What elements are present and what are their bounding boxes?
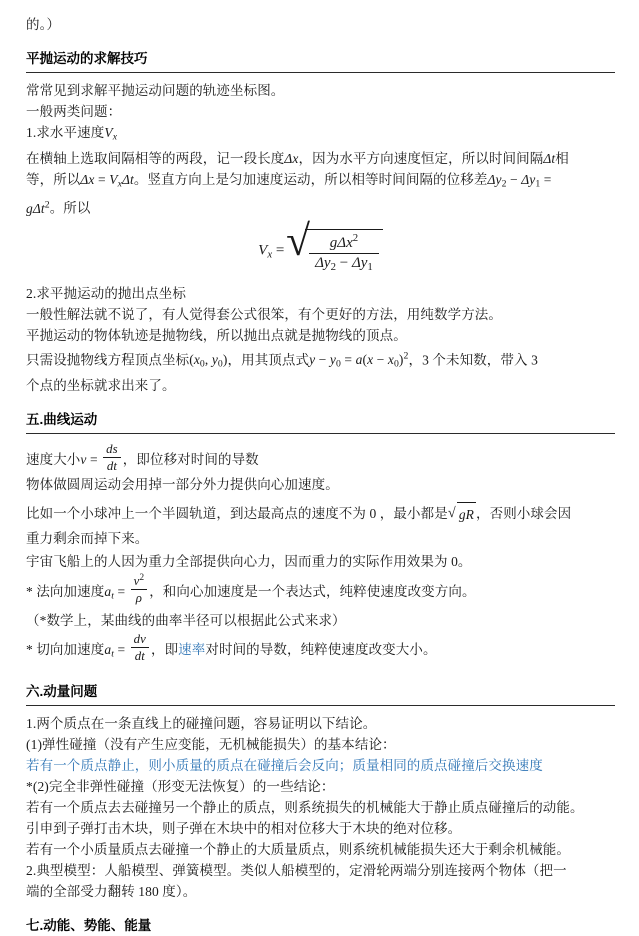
fraction-numerator: ds	[103, 441, 121, 458]
text-run-highlighted: 若有一个质点静止，则小质量的质点在碰撞后会反向；质量相同的质点碰撞后交换速度	[26, 757, 543, 773]
paragraph-line-highlighted	[26, 755, 615, 776]
fraction	[131, 631, 149, 664]
text-run: 一般性解法就不说了，有人觉得套公式很笨，有个更好的方法，用纯数学方法。	[26, 306, 502, 322]
heading-divider	[26, 433, 615, 434]
heading-divider	[26, 72, 615, 73]
math-v-ds-dt: v = $\frac{ds}{dt}$	[80, 452, 122, 467]
text-run: 物体做圆周运动会用掉一部分外力提供向心加速度。	[26, 476, 339, 492]
math-g-dt2: gΔt$^2$	[26, 199, 50, 216]
paragraph-line	[26, 713, 615, 734]
heading-divider	[26, 705, 615, 706]
section-heading-momentum	[26, 681, 615, 702]
paragraph-line	[26, 325, 615, 346]
text-run: 只需设抛物线方程顶点坐标	[26, 352, 190, 368]
heading-text: 五.曲线运动	[26, 411, 98, 427]
text-run: 若有一个小质量质点去碰撞一个静止的大质量质点，则系统机械能损失还大于剩余机械能。	[26, 841, 570, 857]
math-vx: $V_x$	[104, 125, 118, 143]
text-run: 一般两类问题：	[26, 104, 122, 119]
text-run: 相	[555, 150, 569, 166]
heading-text: 七.动能、势能、能量	[26, 917, 152, 933]
text-run: 在横轴上选取间隔相等的两段，记一段长度	[26, 150, 285, 166]
section-heading-energy	[26, 915, 615, 936]
text-run: 1.两个质点在一条直线上的碰撞问题，容易证明以下结论。	[26, 715, 377, 731]
math-dy-diff: $\Delta y_2 - \Delta y_1$ =	[487, 171, 552, 190]
text-run: ，即位移对时间的导数	[122, 451, 259, 467]
text-run: * 切向加速度	[26, 641, 105, 657]
paragraph-line	[26, 839, 615, 860]
text-run: *(2)完全非弹性碰撞（形变无法恢复）的一些结论：	[26, 778, 335, 794]
paragraph-line	[26, 527, 615, 551]
fraction	[309, 232, 379, 273]
text-run: 重力剩余而掉下来。	[26, 531, 149, 547]
text-run: 端的全部受力翻转 180 度）。	[26, 883, 197, 899]
fraction-denominator: $\Delta y_2 - \Delta y_1$	[315, 254, 373, 273]
text-run: 比如一个小球冲上一个半圆轨道，到达最高点的速度不为 0 ，最小都是	[26, 505, 448, 521]
text-run: 对时间的导数，纯粹使速度改变大小。	[205, 641, 437, 657]
math-delta-t: Δt	[543, 150, 556, 166]
fraction	[103, 441, 121, 474]
math-vertex-form: $y - y_0 = a(x - x_0)^2$	[309, 350, 409, 370]
paragraph-line	[26, 304, 615, 325]
formula-vx-display	[26, 229, 615, 273]
paragraph-line	[26, 474, 615, 495]
text-run: 引申到子弹打击木块，则子弹在木块中的相对位移大于木块的绝对位移。	[26, 820, 462, 836]
sqrt-symbol: √ gR	[448, 502, 476, 527]
text-run: ，因为水平方向速度恒定，所以时间间隔	[298, 150, 544, 166]
paragraph-line	[26, 734, 615, 755]
text-run: 2.典型模型：人船模型、弹簧模型。类似人船模型的，定滑轮两端分别连接两个物体（把一	[26, 862, 567, 878]
math-tangential-acceleration: $a_t$ = $\frac{dv}{dt}$	[104, 642, 151, 657]
paragraph-line	[26, 818, 615, 839]
math-delta-x: Δx	[284, 150, 299, 166]
paragraph-line	[26, 346, 615, 375]
paragraph-line	[26, 441, 615, 474]
text-run: 。竖直方向上是匀加速度运动，所以相等时间间隔的位移差	[133, 171, 488, 187]
text-run: 若有一个质点去去碰撞另一个静止的质点，则系统损失的机械能大于静止质点碰撞后的动能。	[26, 799, 584, 815]
paragraph-line	[26, 122, 615, 148]
math-vx-formula: $V_x$ = √ $\frac{g\Delta x^2}{\Delta y_2 - \Delta y_1}$	[258, 229, 383, 273]
paragraph-line	[26, 194, 615, 218]
text-run: ，3 个未知数，带入 3	[408, 352, 538, 368]
fraction	[131, 572, 148, 606]
paragraph-line	[26, 860, 615, 881]
paragraph-line	[26, 572, 615, 610]
text-run: 等，所以	[26, 171, 81, 187]
section-heading-projectile-technique	[26, 48, 615, 69]
math-vertex-coords: ($x_0$, $y_0$)	[189, 352, 228, 370]
paragraph-line	[26, 101, 615, 122]
fraction-numerator: √ gΔx$^2$	[309, 232, 379, 254]
paragraph-line	[26, 169, 615, 195]
section-heading-curvilinear-motion	[26, 409, 615, 430]
text-run: （*数学上，某曲线的曲率半径可以根据此公式来求）	[26, 612, 346, 628]
text-run: 个点的坐标就求出来了。	[26, 377, 176, 393]
paragraph-line	[26, 631, 615, 668]
paragraph-line	[26, 283, 615, 304]
paragraph-line	[26, 14, 615, 35]
text-run: ，即	[150, 641, 179, 657]
fraction-denominator: dt	[106, 458, 118, 473]
text-run: 的。）	[26, 17, 61, 32]
paragraph-line	[26, 551, 615, 572]
text-run: ，否则小球会因	[476, 505, 572, 521]
heading-text: 六.动量问题	[26, 683, 98, 699]
text-run: 2.求平抛运动的抛出点坐标	[26, 285, 186, 301]
text-run: 1.求水平速度	[26, 125, 105, 140]
text-run: 。所以	[49, 200, 91, 216]
paragraph-line	[26, 881, 615, 902]
fraction-numerator: $v^2$	[131, 572, 148, 590]
paragraph-line	[26, 148, 615, 169]
text-run-highlighted: 速率	[178, 641, 206, 657]
heading-text: 平抛运动的求解技巧	[26, 51, 148, 66]
text-run: 宇宙飞船上的人因为重力全部提供向心力，因而重力的实际作用效果为 0。	[26, 554, 472, 570]
paragraph-line	[26, 375, 615, 396]
paragraph-line	[26, 502, 615, 527]
text-run: 常常见到求解平抛运动问题的轨迹坐标图。	[26, 83, 285, 98]
math-normal-acceleration: $a_t$ = $\frac{v^2}{\rho}$	[104, 584, 149, 599]
text-run: (1)弹性碰撞（没有产生应变能，无机械能损失）的基本结论：	[26, 736, 396, 752]
fraction-denominator: ρ	[135, 591, 143, 606]
text-run: ，用其顶点式	[227, 352, 310, 368]
paragraph-line	[26, 776, 615, 797]
paragraph-line	[26, 80, 615, 101]
math-dx-eq: $\Delta x = V_x\Delta t$	[80, 171, 134, 190]
text-run: ，和向心加速度是一个表达式，纯粹使速度改变方向。	[149, 584, 476, 600]
fraction-numerator: dv	[131, 631, 149, 648]
text-run: * 法向加速度	[26, 584, 105, 600]
paragraph-line	[26, 610, 615, 631]
text-run: 平抛运动的物体轨迹是抛物线，所以抛出点就是抛物线的顶点。	[26, 327, 407, 343]
sqrt-symbol	[288, 229, 383, 273]
paragraph-line	[26, 797, 615, 818]
math-sqrt-gr	[448, 506, 476, 521]
text-run: 速度大小	[26, 451, 81, 467]
fraction-denominator: dt	[134, 648, 145, 663]
